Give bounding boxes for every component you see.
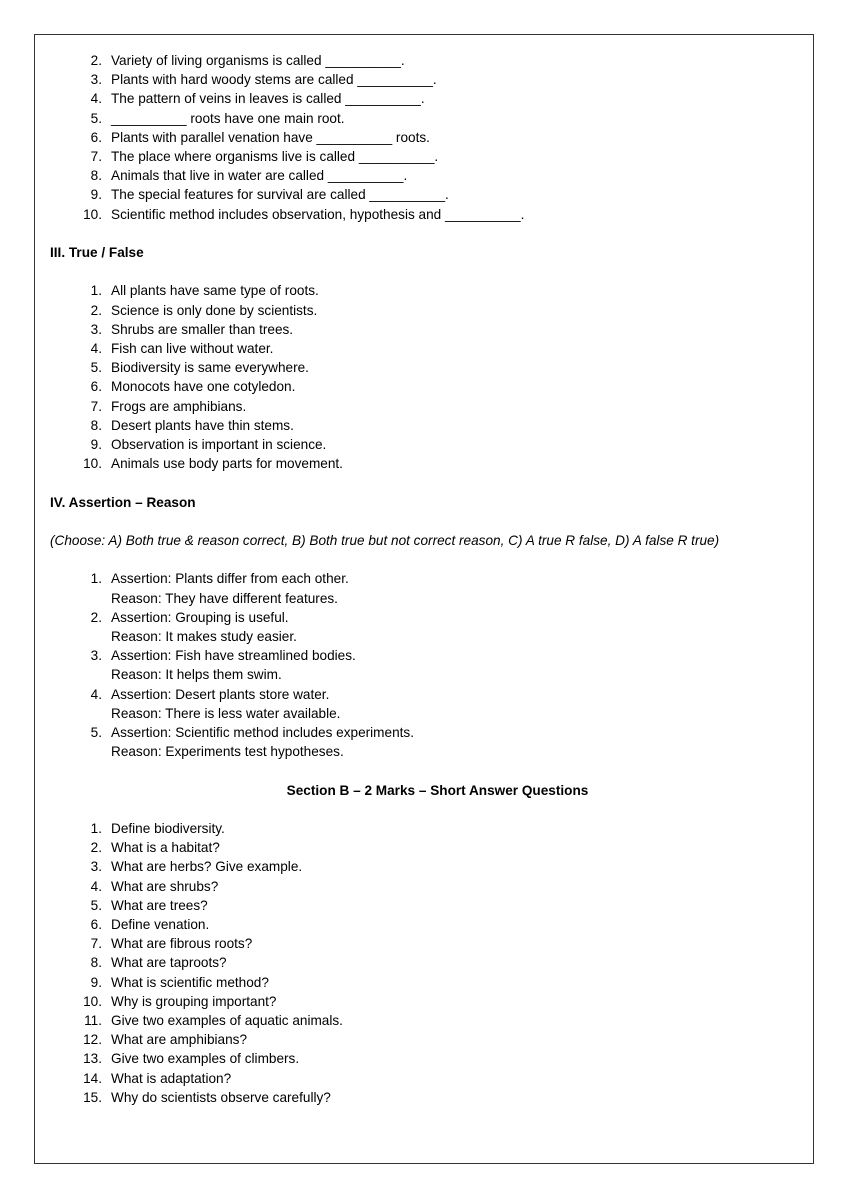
item-text: Frogs are amphibians. (111, 398, 247, 414)
item-number: 4. (90, 686, 102, 702)
item-number: 5. (90, 897, 102, 913)
assertion-reason-item (50, 646, 790, 684)
item-number: 6. (90, 129, 102, 145)
item-number: 10. (83, 456, 102, 472)
section-b-heading: Section B – 2 Marks – Short Answer Questions (286, 782, 589, 798)
item-text: Why do scientists observe carefully? (111, 1089, 331, 1105)
item-text: Monocots have one cotyledon. (111, 379, 296, 395)
fill-blanks-list (50, 51, 790, 224)
true-false-item (50, 416, 790, 435)
item-text: Define venation. (111, 916, 210, 932)
item-number: 8. (90, 417, 102, 433)
item-number: 8. (90, 168, 102, 184)
item-text: What is scientific method? (111, 974, 269, 990)
short-answer-item (50, 857, 790, 876)
item-number: 15. (83, 1089, 102, 1105)
item-number: 1. (90, 283, 102, 299)
short-answer-item (50, 953, 790, 972)
item-number: 2. (90, 840, 102, 856)
item-text: Variety of living organisms is called __________. (111, 53, 405, 68)
item-number: 1. (90, 820, 102, 836)
item-text: Animals use body parts for movement. (111, 456, 343, 472)
short-answer-item (50, 1030, 790, 1049)
item-text: What is adaptation? (111, 1070, 232, 1086)
item-number: 7. (90, 398, 102, 414)
item-number: 7. (90, 936, 102, 952)
item-text: What is a habitat? (111, 840, 220, 856)
assertion-reason-item (50, 723, 790, 761)
item-text: Science is only done by scientists. (111, 302, 318, 318)
true-false-list (50, 281, 790, 473)
item-text: Plants with hard woody stems are called __________. (111, 72, 437, 88)
short-answer-item (50, 934, 790, 953)
item-number: 4. (90, 341, 102, 356)
fill-blank-item (50, 89, 790, 108)
item-text: What are shrubs? (111, 878, 219, 894)
item-number: 8. (90, 955, 102, 971)
item-text: Why is grouping important? (111, 993, 277, 1009)
short-answer-item (50, 819, 790, 838)
item-text: Plants with parallel venation have __________ roots. (111, 129, 430, 145)
short-answer-item (50, 838, 790, 857)
item-text: Give two examples of climbers. (111, 1051, 300, 1067)
assertion-text: Assertion: Grouping is useful. (111, 609, 289, 625)
item-text: The special features for survival are called __________. (111, 187, 449, 203)
assertion-text: Assertion: Fish have streamlined bodies. (111, 648, 356, 664)
item-text: What are fibrous roots? (111, 936, 253, 952)
reason-text: Reason: They have different features. (111, 590, 338, 606)
fill-blank-item (50, 147, 790, 166)
assertion-text: Assertion: Desert plants store water. (111, 686, 330, 702)
short-answer-item (50, 973, 790, 992)
true-false-item (50, 339, 790, 358)
fill-blank-item (50, 70, 790, 89)
reason-text: Reason: It helps them swim. (111, 667, 282, 683)
item-text: Biodiversity is same everywhere. (111, 360, 309, 376)
fill-blank-item (50, 166, 790, 185)
item-text: Shrubs are smaller than trees. (111, 321, 294, 337)
item-number: 12. (83, 1032, 102, 1048)
item-number: 9. (90, 187, 102, 203)
item-number: 13. (83, 1051, 102, 1067)
reason-text: Reason: Experiments test hypotheses. (111, 744, 344, 760)
item-text: The pattern of veins in leaves is called __________. (111, 91, 425, 107)
assertion-text: Assertion: Plants differ from each other. (111, 571, 349, 587)
fill-blank-item (50, 128, 790, 147)
true-false-item (50, 301, 790, 320)
true-false-item (50, 397, 790, 416)
assertion-reason-item (50, 685, 790, 723)
true-false-item (50, 454, 790, 473)
short-answer-item (50, 992, 790, 1011)
item-text: Animals that live in water are called __________. (111, 168, 408, 184)
assertion-reason-item (50, 608, 790, 646)
item-number: 9. (90, 437, 102, 453)
assertion-text: Assertion: Scientific method includes experiments. (111, 724, 414, 740)
worksheet-content (50, 51, 790, 1107)
item-number: 10. (83, 206, 102, 222)
reason-text: Reason: It makes study easier. (111, 628, 297, 644)
true-false-item (50, 281, 790, 300)
fill-blank-item (50, 185, 790, 204)
assertion-reason-item (50, 569, 790, 607)
fill-blank-item (50, 205, 790, 224)
true-false-item (50, 358, 790, 377)
item-number: 9. (90, 974, 102, 990)
item-number: 3. (90, 321, 102, 337)
item-number: 2. (90, 302, 102, 318)
item-number: 1. (90, 571, 102, 587)
item-text: Define biodiversity. (111, 820, 225, 836)
item-number: 5. (90, 110, 102, 126)
item-number: 4. (90, 878, 102, 894)
assertion-reason-list (50, 569, 790, 761)
item-text: Observation is important in science. (111, 437, 327, 453)
item-number: 5. (90, 360, 102, 376)
short-answer-item (50, 915, 790, 934)
item-number: 2. (90, 609, 102, 625)
item-text: Desert plants have thin stems. (111, 417, 294, 433)
true-false-heading: III. True / False (50, 245, 144, 261)
item-text: What are taproots? (111, 955, 227, 971)
item-text: Fish can live without water. (111, 341, 274, 356)
item-number: 14. (83, 1070, 102, 1086)
item-text: Scientific method includes observation, hypothesis and __________. (111, 206, 525, 222)
item-text: All plants have same type of roots. (111, 283, 319, 299)
item-number: 11. (84, 1012, 102, 1028)
item-number: 5. (90, 724, 102, 740)
assertion-reason-instruction: (Choose: A) Both true & reason correct, B) Both true but not correct reason, C) A true R false, D) A false R true) (50, 532, 720, 548)
item-number: 3. (90, 859, 102, 875)
short-answer-item (50, 877, 790, 896)
short-answer-list (50, 819, 790, 1107)
short-answer-item (50, 896, 790, 915)
item-number: 6. (90, 379, 102, 395)
item-number: 6. (90, 916, 102, 932)
item-text: __________ roots have one main root. (111, 110, 345, 126)
item-text: The place where organisms live is called __________. (111, 149, 439, 165)
short-answer-item (50, 1049, 790, 1068)
assertion-reason-heading: IV. Assertion – Reason (50, 494, 196, 510)
item-number: 3. (90, 648, 102, 664)
fill-blank-item (50, 51, 790, 70)
item-text: What are herbs? Give example. (111, 859, 303, 875)
item-number: 3. (90, 72, 102, 88)
item-text: Give two examples of aquatic animals. (111, 1012, 343, 1028)
item-number: 7. (90, 149, 102, 165)
item-text: What are trees? (111, 897, 208, 913)
short-answer-item (50, 1088, 790, 1107)
true-false-item (50, 320, 790, 339)
reason-text: Reason: There is less water available. (111, 705, 341, 721)
short-answer-item (50, 1011, 790, 1030)
item-number: 10. (83, 993, 102, 1009)
item-text: What are amphibians? (111, 1032, 248, 1048)
item-number: 2. (90, 53, 102, 68)
fill-blank-item (50, 109, 790, 128)
item-number: 4. (90, 91, 102, 107)
true-false-item (50, 435, 790, 454)
short-answer-item (50, 1069, 790, 1088)
true-false-item (50, 377, 790, 396)
